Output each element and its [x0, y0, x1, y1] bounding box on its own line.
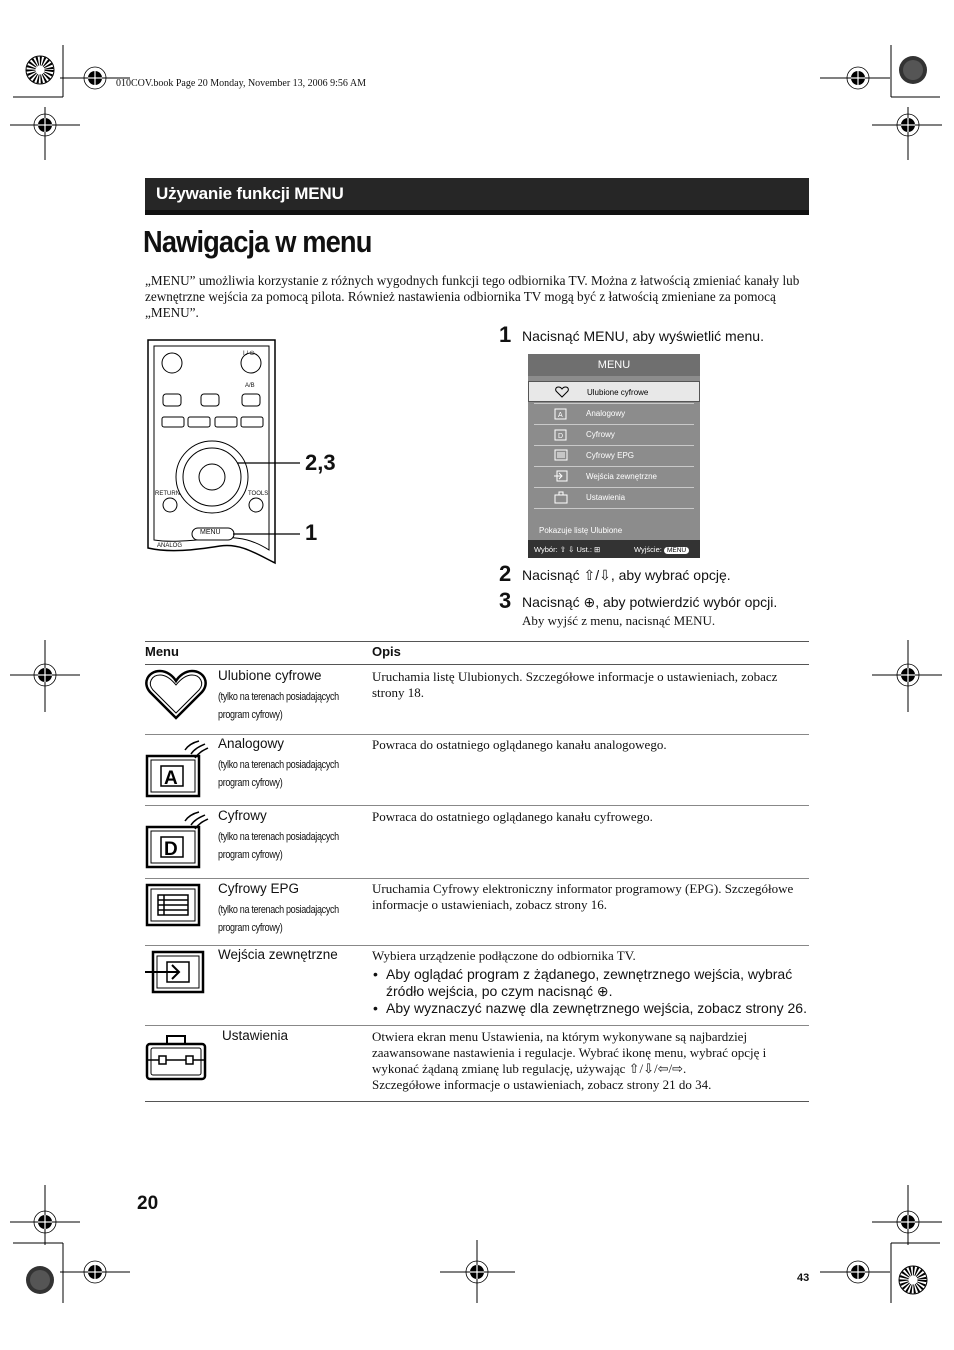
column-header-menu: Menu	[145, 644, 179, 659]
step-1-text: Nacisnąć MENU, aby wyświetlić menu.	[522, 328, 764, 344]
step-2-number: 2	[499, 561, 512, 586]
column-header-description: Opis	[372, 644, 401, 659]
step-2-text: Nacisnąć ⇧/⇩, aby wybrać opcję.	[522, 567, 731, 583]
analog-icon	[145, 740, 211, 798]
step-3-subtext: Aby wyjść z menu, nacisnąć MENU.	[522, 613, 716, 628]
analog-icon	[554, 406, 568, 420]
row-note-2b: program cyfrowy)	[218, 777, 283, 789]
row-desc-epg: Uruchamia Cyfrowy elektroniczny informator programowy (EPG). Szczegółowe informacje o ustawieniach, zobacz strony 16.	[372, 881, 794, 912]
ab-label: A/B	[245, 383, 255, 389]
osd-item-inputs[interactable]: Wejścia zewnętrzne	[528, 466, 700, 487]
row-desc-favourites: Uruchamia listę Ulubionych. Szczegółowe informacje o ustawieniach, zobacz strony 18.	[372, 669, 778, 700]
step-1-number: 1	[499, 322, 512, 347]
row-name-analog: Analogowy	[218, 736, 285, 751]
page-number: 20	[137, 1193, 159, 1214]
row-name-favourites: Ulubione cyfrowe	[218, 668, 322, 683]
row-note-1b: program cyfrowy)	[218, 709, 283, 721]
power-label: I / ⏻	[243, 351, 255, 357]
osd-item-analog[interactable]: A Analogowy	[528, 403, 700, 424]
row-desc-settings-2: Szczegółowe informacje o ustawieniach, zobacz strony 21 do 34.	[372, 1077, 712, 1092]
row-note-1a: (tylko na terenach posiadających	[218, 691, 339, 703]
osd-footer	[528, 540, 700, 558]
row-note-3b: program cyfrowy)	[218, 849, 283, 861]
remote-control-illustration	[145, 338, 335, 578]
osd-item-digital[interactable]: D Cyfrowy	[528, 424, 700, 445]
analog-label: ANALOG	[157, 543, 183, 549]
row-name-epg: Cyfrowy EPG	[218, 881, 300, 896]
svg-text:A: A	[558, 412, 563, 419]
row-desc-analog: Powraca do ostatniego oglądanego kanału analogowego.	[372, 737, 667, 752]
callout-1: 1	[305, 520, 318, 545]
row-note-3a: (tylko na terenach posiadających	[218, 831, 339, 843]
osd-item-epg[interactable]: Cyfrowy EPG	[528, 445, 700, 466]
row-desc-settings: Otwiera ekran menu Ustawienia, na którym wykonywane są najbardziej zaawansowane nastawienia i regulacje. Wybrać ikonę menu, wybrać opcję i wykonać żądaną zmianę lub regulację, używając ⇧/⇩/⇦/⇨.	[372, 1029, 767, 1076]
row-inputs-bullet-2: • Aby wyznaczyć nazwę dla zewnętrznego wejścia, zobacz strony 26.	[386, 1000, 816, 1017]
section-title: Używanie funkcji MENU	[156, 184, 344, 203]
row-note-2a: (tylko na terenach posiadających	[218, 759, 339, 771]
osd-item-settings[interactable]: Ustawienia	[528, 487, 700, 508]
row-name-inputs: Wejścia zewnętrzne	[218, 947, 338, 962]
row-desc-inputs: Wybiera urządzenie podłączone do odbiornika TV.	[372, 948, 636, 963]
callout-2-3: 2,3	[305, 450, 336, 475]
svg-text:D: D	[164, 839, 178, 860]
tv-osd-menu	[528, 354, 700, 558]
input-icon	[554, 469, 568, 483]
digital-icon	[554, 427, 568, 441]
tools-label: TOOLS	[248, 491, 269, 497]
section-header-bar	[145, 178, 809, 215]
input-icon	[145, 950, 207, 996]
menu-button-label: MENU	[200, 529, 221, 536]
epg-icon	[145, 883, 203, 929]
step-3-number: 3	[499, 588, 512, 613]
row-note-4b: program cyfrowy)	[218, 922, 283, 934]
row-note-4a: (tylko na terenach posiadających	[218, 904, 339, 916]
osd-title: MENU	[528, 354, 700, 376]
epg-icon	[554, 448, 568, 462]
row-name-settings: Ustawienia	[222, 1028, 289, 1043]
sheet-number: 43	[797, 1272, 810, 1284]
osd-footer-right: Wyjście: MENU	[634, 545, 689, 554]
toolbox-icon	[145, 1030, 209, 1082]
row-desc-digital: Powraca do ostatniego oglądanego kanału cyfrowego.	[372, 809, 653, 824]
book-info-line: 010COV.book Page 20 Monday, November 13, 2006 9:56 AM	[116, 78, 366, 89]
svg-text:A: A	[164, 768, 178, 789]
heart-icon	[145, 668, 207, 722]
page-title: Nawigacja w menu	[143, 224, 372, 259]
toolbox-icon	[554, 490, 568, 504]
intro-paragraph: „MENU” umożliwia korzystanie z różnych wygodnych funkcji tego odbiornika TV. Można z łatwością zmieniać kanały lub zewnętrzne wejścia za pomocą pilota. Również nastawienia odbiornika TV mogą być z łatwością zmieniane za pomocą „MENU”.	[145, 273, 800, 320]
step-3-text: Nacisnąć ⊕, aby potwierdzić wybór opcji.	[522, 594, 778, 610]
row-inputs-bullet-1: • Aby oglądać program z żądanego, zewnętrznego wejścia, wybrać źródło wejścia, po czym nacisnąć ⊕.	[386, 966, 816, 1000]
return-label: RETURN	[155, 491, 180, 497]
osd-hint: Pokazuje listę Ulubione	[539, 526, 623, 535]
row-name-digital: Cyfrowy	[218, 808, 267, 823]
heart-icon	[555, 385, 569, 399]
osd-item-favourites[interactable]: Ulubione cyfrowe	[528, 381, 700, 402]
osd-footer-left: Wybór: ⇧ ⇩ Ust.: ⊞	[534, 545, 601, 554]
svg-text:D: D	[558, 433, 564, 440]
digital-icon	[145, 811, 211, 869]
